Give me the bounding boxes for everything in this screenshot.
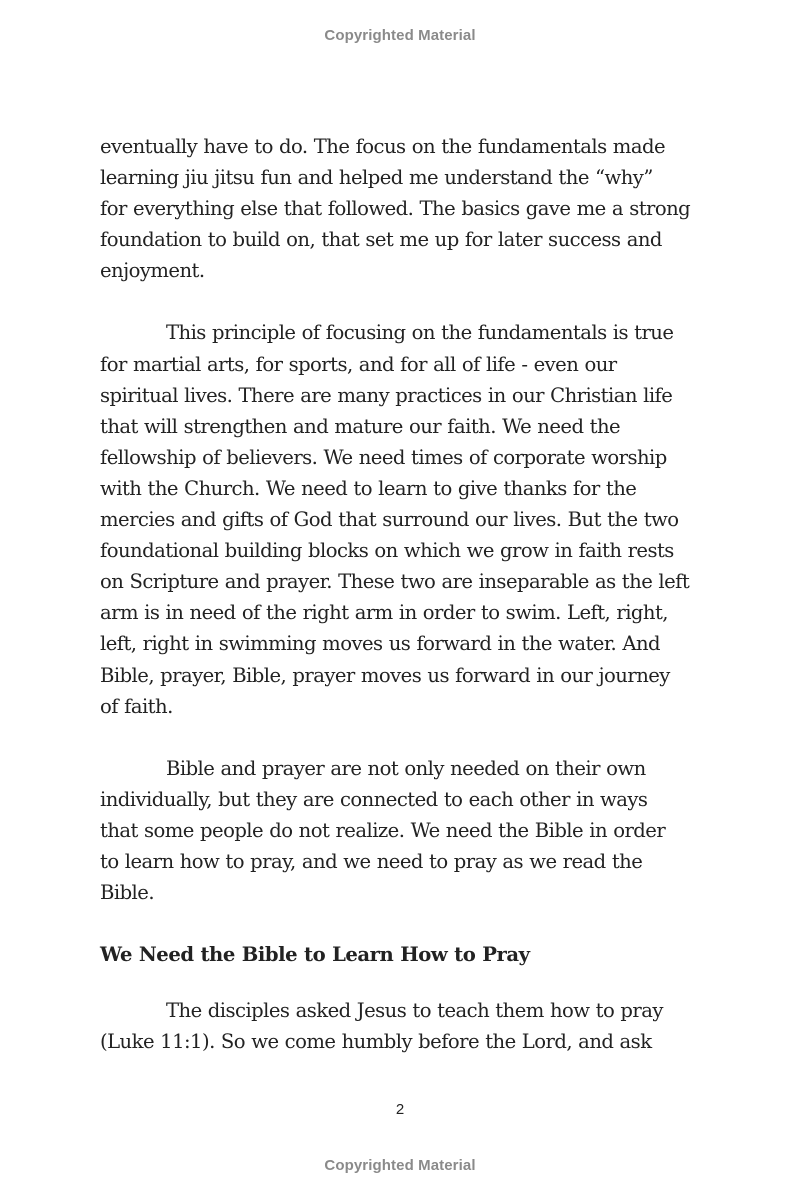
text-line: Bible, prayer, Bible, prayer moves us forward in our journey bbox=[100, 663, 670, 687]
text-line: for martial arts, for sports, and for all of life - even our bbox=[100, 352, 617, 376]
copyright-watermark-top: Copyrighted Material bbox=[324, 27, 476, 44]
text-line: foundational building blocks on which we grow in faith rests bbox=[100, 539, 674, 563]
text-line: Bible. bbox=[100, 881, 154, 905]
text-line: left, right in swimming moves us forward in the water. And bbox=[100, 632, 661, 656]
section-heading: We Need the Bible to Learn How to Pray bbox=[100, 943, 530, 967]
paragraph-4 bbox=[100, 995, 715, 1057]
text-line: on Scripture and prayer. These two are inseparable as the left bbox=[100, 570, 690, 594]
text-line: eventually have to do. The focus on the fundamentals made bbox=[100, 135, 665, 158]
paragraph-3 bbox=[100, 753, 715, 908]
text-line: (Luke 11:1). So we come humbly before the Lord, and ask bbox=[100, 1030, 652, 1054]
page-number: 2 bbox=[395, 1101, 405, 1118]
text-line: with the Church. We need to learn to give thanks for the bbox=[100, 476, 637, 500]
text-line: individually, but they are connected to each other in ways bbox=[100, 787, 648, 811]
copyright-watermark-bottom: Copyrighted Material bbox=[324, 1157, 476, 1174]
text-line: learning jiu jitsu fun and helped me understand the “why” bbox=[100, 166, 653, 190]
paragraph-1 bbox=[100, 131, 715, 286]
text-line: The disciples asked Jesus to teach them how to pray bbox=[166, 999, 663, 1023]
text-line: spiritual lives. There are many practices in our Christian life bbox=[100, 383, 673, 407]
paragraph-2 bbox=[100, 317, 715, 721]
text-line: foundation to build on, that set me up for later success and bbox=[100, 228, 662, 252]
text-line: arm is in need of the right arm in order to swim. Left, right, bbox=[100, 601, 668, 625]
text-line: enjoyment. bbox=[100, 259, 205, 283]
text-line: of faith. bbox=[100, 694, 173, 718]
text-line: for everything else that followed. The basics gave me a strong bbox=[100, 197, 691, 221]
text-line: mercies and gifts of God that surround our lives. But the two bbox=[100, 508, 679, 532]
text-line: This principle of focusing on the fundamentals is true bbox=[166, 321, 674, 345]
text-line: that will strengthen and mature our faith. We need the bbox=[100, 414, 621, 438]
text-line: Bible and prayer are not only needed on their own bbox=[166, 756, 646, 780]
page-body bbox=[100, 131, 715, 1088]
text-line: that some people do not realize. We need the Bible in order bbox=[100, 818, 666, 842]
text-line: fellowship of believers. We need times of corporate worship bbox=[100, 445, 667, 469]
text-line: to learn how to pray, and we need to pray as we read the bbox=[100, 849, 643, 873]
